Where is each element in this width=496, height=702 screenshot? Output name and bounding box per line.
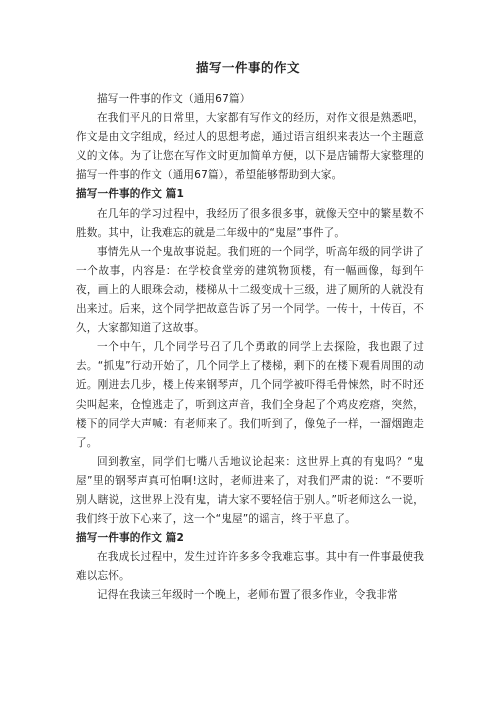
document-title: 描写一件事的作文	[195, 60, 300, 75]
section-heading-2: 描写一件事的作文 篇2	[76, 532, 185, 545]
paragraph: 一个中午，几个同学号召了几个勇敢的同学上去探险，我也跟了过去。“抓鬼”行动开始了，几个同学上了楼梯，剩下的在楼下观看周围的动近。刚进去几步，楼上传来钢琴声，几个同学被吓得毛骨悚然，时不时还尖叫起来，仓惶逃走了，听到这声音，我们全身起了个鸡皮疙瘩，突然，楼下的同学大声喊：有老师来了。我们听到了，像兔子一样，一溜烟跑走了。	[76, 341, 424, 449]
intro-paragraph: 在我们平凡的日常里，大家都有写作文的经历，对作文很是熟悉吧，作文是由文字组成，经过人的思想考虑，通过语言组织来表达一个主题意义的文体。为了让您在写作文时更加简单方便，以下是店铺帮大家整理的描写一件事的作文（通用67篇），希望能够帮助到大家。	[76, 112, 424, 182]
paragraph: 在我成长过程中，发生过许许多多令我难忘事。其中有一件事最使我难以忘怀。	[76, 551, 424, 583]
paragraph: 记得在我读三年级时一个晚上，老师布置了很多作业，令我非常	[97, 589, 398, 602]
paragraph: 在几年的学习过程中，我经历了很多很多事，就像天空中的繁星数不胜数。其中，让我难忘的就是二年级中的“鬼屋”事件了。	[76, 207, 424, 239]
paragraph: 回到教室，同学们七嘴八舌地议论起来：这世界上真的有鬼吗？“鬼屋”里的钢琴声真可怕啊!这时，老师进来了，对我们严肃的说：“不要听别人瞎说，这世界上没有鬼，请大家不要轻信于别人。”听老师这么一说，我们终于放下心来了，这一个“鬼屋”的谣言，终于平息了。	[76, 455, 424, 526]
section-heading-1: 描写一件事的作文 篇1	[76, 188, 185, 201]
paragraph: 事情先从一个鬼故事说起。我们班的一个同学，听高年级的同学讲了一个故事，内容是：在学校食堂旁的建筑物顶楼，有一幅画像，每到午夜，画上的人眼珠会动，楼梯从十二级变成十三级，进了厕所的人就没有出来过。后来，这个同学把故意告诉了另一个同学。一传十，十传百，不久，大家都知道了这故事。	[76, 245, 424, 335]
document-body	[76, 90, 424, 606]
subtitle-paragraph: 描写一件事的作文（通用67篇）	[97, 93, 251, 105]
